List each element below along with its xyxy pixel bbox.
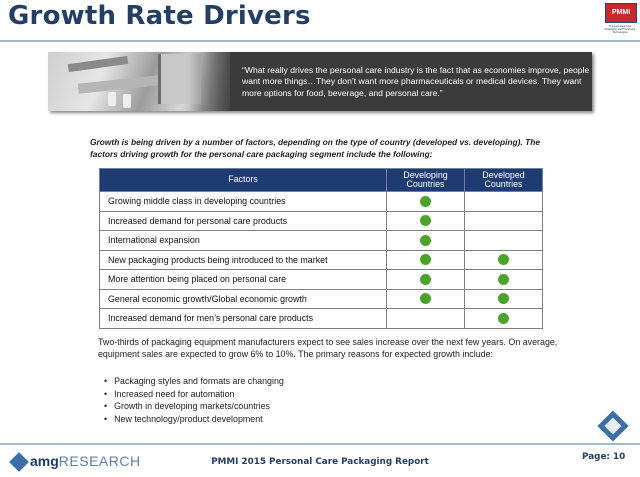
list-item: • Packaging styles and formats are changing	[104, 375, 284, 388]
growth-drivers-table	[99, 168, 543, 329]
developed-cell	[465, 289, 543, 309]
factor-cell: Increased demand for personal care products	[100, 211, 387, 231]
list-item: • Increased need for automation	[104, 388, 284, 401]
table-row	[100, 270, 543, 290]
page-title: Growth Rate Drivers	[8, 1, 311, 31]
factor-cell: General economic growth/Global economic growth	[100, 289, 387, 309]
diamond-logo-icon	[597, 410, 628, 441]
pmmi-logo-tagline: The Association for Packaging and Processing Technologies	[604, 25, 636, 34]
developed-cell	[465, 231, 543, 251]
list-item: • New technology/product development	[104, 413, 284, 426]
developed-cell	[465, 270, 543, 290]
green-dot-icon	[420, 254, 431, 265]
factor-cell: Growing middle class in developing countries	[100, 192, 387, 212]
footer-divider	[0, 443, 640, 445]
reasons-list	[104, 375, 284, 425]
developed-cell	[465, 309, 543, 329]
green-dot-icon	[498, 254, 509, 265]
header-divider	[0, 40, 640, 42]
table-row	[100, 231, 543, 251]
page-number: Page: 10	[582, 452, 626, 462]
developing-cell	[387, 270, 465, 290]
developing-cell	[387, 289, 465, 309]
factor-cell: International expansion	[100, 231, 387, 251]
green-dot-icon	[498, 274, 509, 285]
developed-cell	[465, 250, 543, 270]
quote-banner	[48, 52, 592, 111]
green-dot-icon	[498, 313, 509, 324]
column-header-developing: Developing Countries	[387, 169, 465, 192]
factor-cell: Increased demand for men’s personal care products	[100, 309, 387, 329]
growth-paragraph: Two-thirds of packaging equipment manufacturers expect to see sales increase over the next few years. On average, equipment sales are expected to grow 6% to 10%. The primary reasons for expected growth include:	[98, 337, 558, 359]
green-dot-icon	[420, 293, 431, 304]
factor-cell: New packaging products being introduced to the market	[100, 250, 387, 270]
banner-quote: “What really drives the personal care industry is the fact that as economies improve, people want more things…They don’t want more pharmaceuticals or medical devices. They want more options for food, beverage, and personal care.”	[242, 65, 590, 98]
pmmi-logo-mark: PMMI	[605, 3, 637, 23]
table-row	[100, 211, 543, 231]
developing-cell	[387, 309, 465, 329]
column-header-factors: Factors	[100, 169, 387, 192]
report-title: PMMI 2015 Personal Care Packaging Report	[211, 457, 429, 467]
developing-cell	[387, 211, 465, 231]
green-dot-icon	[420, 196, 431, 207]
developed-cell	[465, 211, 543, 231]
table-row	[100, 309, 543, 329]
developing-cell	[387, 192, 465, 212]
developing-cell	[387, 231, 465, 251]
green-dot-icon	[420, 215, 431, 226]
factor-cell: More attention being placed on personal care	[100, 270, 387, 290]
intro-text: Growth is being driven by a number of factors, depending on the type of country (developed vs. developing). The factors driving growth for the personal care packaging segment include the following:	[90, 137, 540, 159]
list-item: • Growth in developing markets/countries	[104, 400, 284, 413]
table-row	[100, 192, 543, 212]
table-header-row	[100, 169, 543, 192]
developed-cell	[465, 192, 543, 212]
pmmi-logo	[603, 3, 637, 41]
table-row	[100, 289, 543, 309]
developing-cell	[387, 250, 465, 270]
amg-research-logo: amgRESEARCH	[12, 453, 141, 469]
column-header-developed: Developed Countries	[465, 169, 543, 192]
green-dot-icon	[498, 293, 509, 304]
green-dot-icon	[420, 274, 431, 285]
table-row	[100, 250, 543, 270]
green-dot-icon	[420, 235, 431, 246]
